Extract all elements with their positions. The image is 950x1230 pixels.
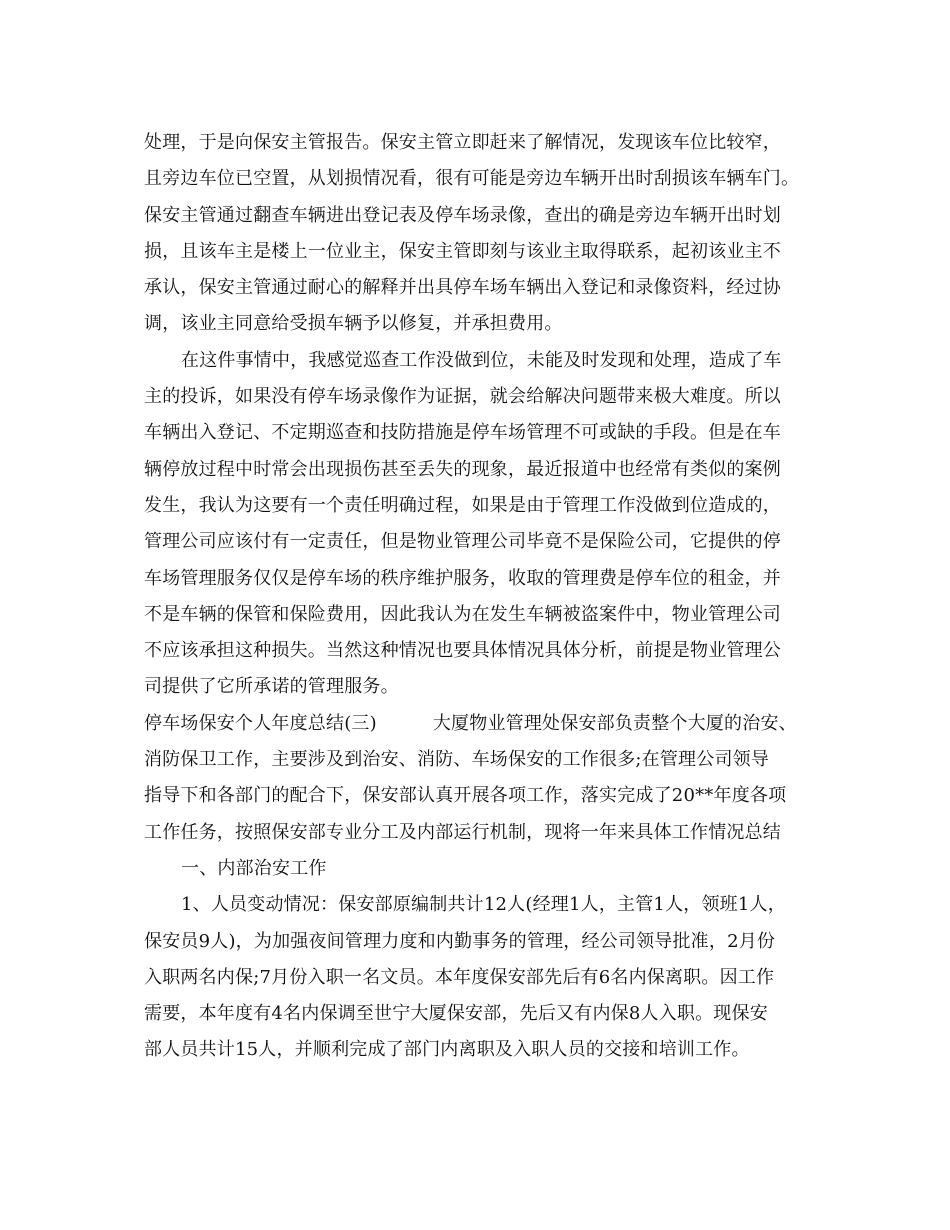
section-heading-line [144,706,814,742]
document-body [144,125,814,1069]
text-line: 主的投诉，如果没有停车场录像作为证据，就会给解决问题带来极大难度。所以 [144,386,781,408]
text-line: 入职两名内保;7月份入职一名文员。本年度保安部先后有6名内保离职。因工作 [144,966,775,988]
section-intro-text: 大厦物业管理处保安部负责整个大厦的治安、 [432,712,797,734]
text-line: 保安主管通过翻查车辆进出登记表及停车场录像，查出的确是旁边车辆开出时划 [144,204,781,226]
text-line: 1、人员变动情况：保安部原编制共计12人(经理1人，主管1人，领班1人， [181,894,786,916]
subsection-heading: 一、内部治安工作 [181,857,327,879]
text-line: 车辆出入登记、不定期巡查和技防措施是停车场管理不可或缺的手段。但是在车 [144,422,781,444]
text-line: 不应该承担这种损失。当然这种情况也要具体情况具体分析，前提是物业管理公 [144,640,781,662]
text-line: 司提供了它所承诺的管理服务。 [144,676,399,698]
text-line: 不是车辆的保管和保险费用，因此我认为在发生车辆被盗案件中，物业管理公司 [144,603,781,625]
text-line: 调，该业主同意给受损车辆予以修复，并承担费用。 [144,313,563,335]
section-title: 停车场保安个人年度总结(三) [144,712,377,734]
text-line: 损，且该车主是楼上一位业主，保安主管即刻与该业主取得联系，起初该业主不 [144,240,781,262]
text-line: 且旁边车位已空置，从划损情况看，很有可能是旁边车辆开出时刮损该车辆车门。 [144,168,800,190]
text-line: 需要，本年度有4名内保调至世宁大厦保安部，先后又有内保8人入职。现保安 [144,1003,768,1025]
text-line: 消防保卫工作，主要涉及到治安、消防、车场保安的工作很多;在管理公司领导 [144,749,770,771]
text-line: 部人员共计15人，并顺利完成了部门内离职及入职人员的交接和培训工作。 [144,1039,750,1061]
text-line: 工作任务，按照保安部专业分工及内部运行机制，现将一年来具体工作情况总结 [144,821,781,843]
text-line: 管理公司应该付有一定责任，但是物业管理公司毕竟不是保险公司，它提供的停 [144,531,781,553]
text-line: 发生，我认为这要有一个责任明确过程，如果是由于管理工作没做到位造成的， [144,494,781,516]
text-line: 车场管理服务仅仅是停车场的秩序维护服务，收取的管理费是停车位的租金，并 [144,567,781,589]
text-line: 处理，于是向保安主管报告。保安主管立即赶来了解情况，发现该车位比较窄， [144,132,781,153]
text-line: 指导下和各部门的配合下，保安部认真开展各项工作，落实完成了20**年度各项 [144,785,787,807]
text-line: 保安员9人)，为加强夜间管理力度和内勤事务的管理，经公司领导批准，2月份 [144,930,776,952]
text-line: 承认，保安主管通过耐心的解释并出具停车场车辆出入登记和录像资料，经过协 [144,277,781,299]
text-line: 辆停放过程中时常会出现损伤甚至丢失的现象，最近报道中也经常有类似的案例 [144,458,781,480]
text-line: 在这件事情中，我感觉巡查工作没做到位，未能及时发现和处理，造成了车 [181,349,782,371]
